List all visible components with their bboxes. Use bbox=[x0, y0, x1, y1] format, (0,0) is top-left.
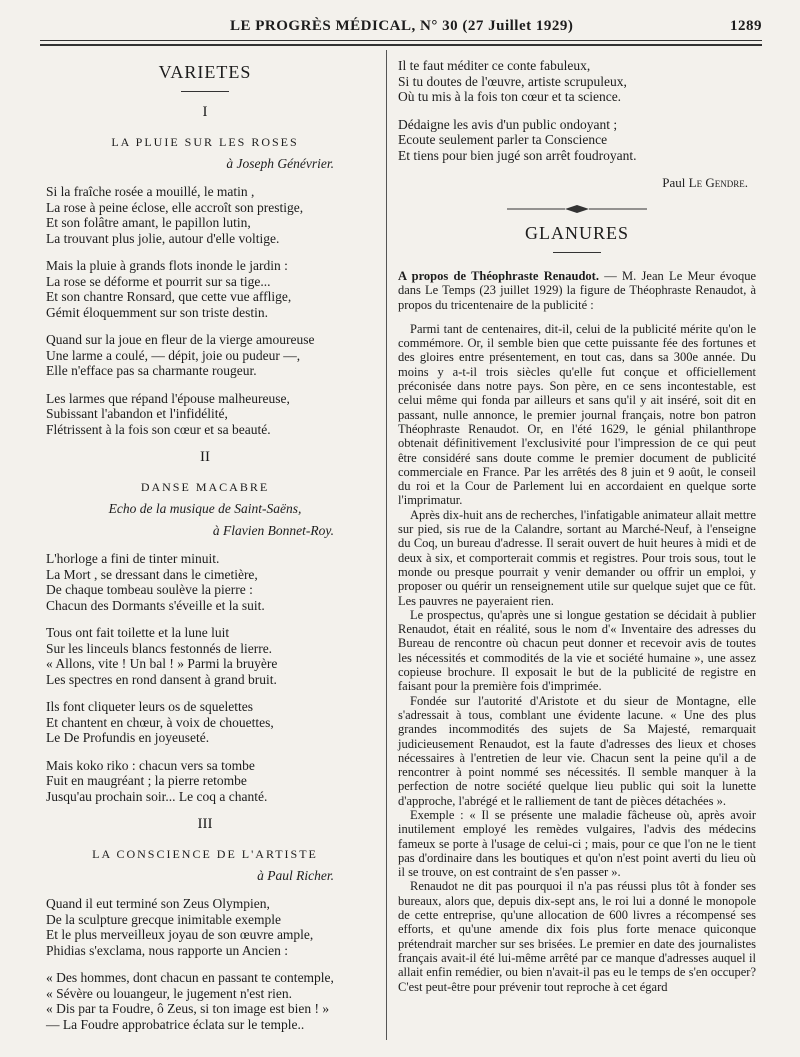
verse-line: Où tu mis à la fois ton cœur et ta science. bbox=[398, 89, 622, 104]
article-body bbox=[398, 322, 756, 994]
stanza bbox=[398, 117, 756, 164]
stanza bbox=[46, 896, 364, 958]
verse-line: Chacun des Dormants s'éveille et la suit. bbox=[46, 597, 265, 613]
title-rule bbox=[553, 252, 601, 253]
verse-line: Et le plus merveilleux joyau de son œuvre ample, bbox=[46, 927, 314, 942]
stanza bbox=[46, 332, 364, 379]
signature-first-name: Paul bbox=[662, 175, 686, 190]
verse-line: L'horloge a fini de tinter minuit. bbox=[46, 551, 220, 566]
poem-body bbox=[46, 896, 364, 1032]
journal-title: LE PROGRÈS MÉDICAL, N° 30 (27 Juillet 1929) bbox=[230, 18, 574, 34]
verse-line: La rose se déforme et pourrit sur sa tige... bbox=[46, 273, 271, 289]
verse-line: Une larme a coulé, — dépit, joie ou pudeur —, bbox=[46, 347, 301, 363]
verse-line: Il te faut méditer ce conte fabuleux, bbox=[398, 58, 591, 73]
title-rule bbox=[181, 91, 229, 92]
poem-dedication: à Flavien Bonnet-Roy. bbox=[212, 523, 334, 538]
poem-body bbox=[46, 551, 364, 804]
article-paragraph: Renaudot ne dit pas pourquoi il n'a pas réussi plus tôt à fonder ses bureaux, alors que, depuis dix-sept ans, le roi lui a donné le monopole de cette entreprise, qu'une allocation de 600 livres a récompensé ses efforts, et qu'une amende dix fois plus forte menace quiconque prétendrait marcher sur ses brisées. Le premier en date des journalistes français avait-il été lui-même arrêté par ce manque d'adresses auquel il allait enfin remédier, ou bien n'avait-il pas eu le temps de s'en occuper? C'est peut-être pour prévenir tout reproche à cet égard bbox=[398, 879, 756, 994]
verse-line: Ils font cliqueter leurs os de squelettes bbox=[46, 699, 253, 714]
stanza bbox=[46, 970, 364, 1032]
verse-line: « Sévère ou louangeur, le jugement n'est rien. bbox=[46, 985, 292, 1001]
poem-dedication: à Paul Richer. bbox=[257, 868, 334, 883]
stanza bbox=[398, 58, 756, 105]
verse-line: Elle n'efface pas sa charmante rougeur. bbox=[46, 363, 257, 378]
header-rule bbox=[40, 40, 762, 41]
verse-line: Sur les linceuls blancs festonnés de lierre. bbox=[46, 640, 273, 656]
verse-line: Le De Profundis en joyeuseté. bbox=[46, 730, 210, 745]
column-divider bbox=[386, 50, 387, 1040]
verse-line: Phidias s'exclama, nous rapporte un Ancien : bbox=[46, 942, 289, 958]
article-paragraph: Fondée sur l'autorité d'Aristote et du sieur de Montagne, elle s'adressait à tous, comblant une évidente lacune. « Une des plus grandes incommodités des sujets de Sa Majesté, remarquait judicieusement Renaudot, est la faute d'adresses des lieux et choses nécessaires à l'entretien de leur vie. Chacun sent la peine qu'il a de rencontrer à point nommé ses nécessités. Il semble manquer à la perfection de notre société quelque lieu public qui soit la lunette d'approche, l'abrégé et le ralliement de tant de pièces détachées ». bbox=[398, 693, 756, 808]
verse-line: La trouvant plus jolie, autour d'elle voltige. bbox=[46, 230, 280, 246]
signature-last-name: Le Gendre. bbox=[688, 175, 748, 190]
poem-epigraph: Echo de la musique de Saint-Saëns, bbox=[108, 501, 302, 516]
header-rule-thick bbox=[40, 44, 762, 46]
verse-line: « Des hommes, dont chacun en passant te contemple, bbox=[46, 970, 334, 985]
verse-line: « Allons, vite ! Un bal ! » Parmi la bruyère bbox=[46, 656, 278, 671]
stanza bbox=[46, 699, 364, 746]
verse-line: Tous ont fait toilette et la lune luit bbox=[46, 625, 230, 640]
ornament-divider bbox=[398, 201, 756, 211]
verse-line: Fuit en maugréant ; la pierre retombe bbox=[46, 773, 247, 788]
article-lead-text: — M. Jean Le Meur évoque dans Le Temps (23 juillet 1929) la figure de Théophraste Renaudot, à propos du tricentenaire de la publicité : bbox=[398, 269, 756, 312]
verse-line: Ecoute seulement parler ta Conscience bbox=[398, 132, 608, 147]
verse-line: Quand il eut terminé son Zeus Olympien, bbox=[46, 896, 270, 911]
stanza bbox=[46, 625, 364, 687]
verse-line: Gémit éloquemment sur son triste destin. bbox=[46, 304, 268, 320]
verse-line: Dédaigne les avis d'un public ondoyant ; bbox=[398, 116, 618, 132]
poem-title: DANSE MACABRE bbox=[140, 480, 270, 494]
verse-line: Si tu doutes de l'œuvre, artiste scrupuleux, bbox=[398, 73, 627, 89]
verse-line: Et son chantre Ronsard, que cette vue afflige, bbox=[46, 289, 292, 304]
verse-line: Mais koko riko : chacun vers sa tombe bbox=[46, 757, 255, 773]
running-header bbox=[40, 18, 762, 40]
poem-numeral: III bbox=[197, 816, 213, 832]
article-lead-title: A propos de Théophraste Renaudot. bbox=[398, 269, 599, 283]
page-number: 1289 bbox=[730, 18, 762, 34]
verse-line: Et tiens pour bien jugé son arrêt foudroyant. bbox=[398, 147, 637, 163]
right-column bbox=[398, 58, 756, 994]
poem-signature bbox=[398, 175, 748, 191]
verse-line: Subissant l'abandon et l'infidélité, bbox=[46, 406, 228, 421]
verse-line: La Mort , se dressant dans le cimetière, bbox=[46, 566, 258, 582]
verse-line: Mais la pluie à grands flots inonde le jardin : bbox=[46, 258, 288, 273]
article-lead bbox=[398, 269, 756, 312]
stanza bbox=[46, 258, 364, 320]
poem-title: LA CONSCIENCE DE L'ARTISTE bbox=[92, 847, 318, 861]
verse-line: Les spectres en rond dansent à grand bruit. bbox=[46, 671, 277, 687]
verse-line: Flétrissent à la fois son cœur et sa beauté. bbox=[46, 421, 271, 437]
poem-numeral: II bbox=[200, 449, 210, 465]
verse-line: Et chantent en chœur, à voix de chouettes, bbox=[46, 714, 274, 730]
verse-line: Les larmes que répand l'épouse malheureuse, bbox=[46, 390, 290, 406]
poem-numeral: I bbox=[202, 104, 208, 120]
verse-line: Jusqu'au prochain soir... Le coq a chanté. bbox=[46, 788, 268, 804]
article-paragraph: Parmi tant de centenaires, dit-il, celui de la publicité mérite qu'on le commémore. Or, il semble bien que cette puissante fée des fortunes et des gloires entre présentement, en tout cas, dans sa 300e année. Du moins y a-t-il trois siècles qu'elle fut conçue et officiellement préconisée dans notre pays. Son père, en ce sens incontestable, est celui même qui fonda par ailleurs et sans qu'il y ait inséré, soit dit en passant, nulle annonce, le premier journal français, notre bon patron Théophraste Renaudot. Or, en l'été 1629, le génial philanthrope obtenait définitivement l'exclusivité pour l'impression de ce qui peut être considéré sans doute comme le premier document de publicité commerciale en France. Par les arrêtés des 8 juin et 9 août, le conseil du roi et la Cour de Parlement lui en accordaient en quelque sorte l'imprimatur. bbox=[398, 321, 756, 508]
verse-line: De chaque tombeau soulève la pierre : bbox=[46, 582, 253, 597]
stanza bbox=[46, 184, 364, 246]
section-title-varietes: VARIETES bbox=[158, 62, 252, 82]
verse-line: Si la fraîche rosée a mouillé, le matin , bbox=[46, 184, 255, 199]
stanza bbox=[46, 391, 364, 438]
verse-line: Et son folâtre amant, le papillon lutin, bbox=[46, 215, 251, 230]
verse-line: Quand sur la joue en fleur de la vierge amoureuse bbox=[46, 332, 315, 347]
left-column bbox=[46, 58, 364, 1032]
verse-line: La rose à peine éclose, elle accroît son prestige, bbox=[46, 199, 304, 215]
section-title-glanures: GLANURES bbox=[524, 223, 629, 243]
poem-ending bbox=[398, 58, 756, 163]
verse-line: — La Foudre approbatrice éclata sur le temple.. bbox=[46, 1016, 305, 1032]
article-paragraph: Après dix-huit ans de recherches, l'infatigable animateur allait mettre sur pied, sis rue de la Calandre, sortant au Marché-Neuf, à l'enseigne du Coq, un bureau d'adresse. Il serait ouvert de huit heures à midi et de deux à six, et comporterait commis et registres. Pour trois sous, tout le monde ou presque pourrait y venir demander ou offrir un emploi, y proposer ou quérir un renseignement utile sur quelque sujet que ce fût. Les pauvres ne payeraient rien. bbox=[398, 507, 756, 608]
poem-body bbox=[46, 184, 364, 437]
stanza bbox=[46, 551, 364, 613]
article-paragraph: Le prospectus, qu'après une si longue gestation se décidait à publier Renaudot, était en réalité, sous le nom d'« Inventaire des adresses du Bureau de rencontre où chacun peut donner et recevoir avis de toutes les nécessités et commodités de la vie et société humaine », une assez copieuse brochure. Il exposait le but de la publicité de registre en faisant pour la première fois d'imprimée. bbox=[398, 607, 756, 694]
stanza bbox=[46, 758, 364, 805]
verse-line: « Dis par ta Foudre, ô Zeus, si ton image est bien ! » bbox=[46, 1001, 330, 1016]
article-paragraph: Exemple : « Il se présente une maladie fâcheuse où, après avoir inutilement employé les remèdes vulgaires, l'advis des médecins fameux se porte à l'usage de celui-ci ; mais, pour ce que l'on ne le tient pas d'ordinaire dans les boutiques et qu'on n'est point averti du lieu où il se trouve, on est contraint de s'en passer ». bbox=[398, 807, 756, 880]
verse-line: De la sculpture grecque inimitable exemple bbox=[46, 911, 282, 927]
poem-dedication: à Joseph Génévrier. bbox=[226, 156, 334, 171]
poem-title: LA PLUIE SUR LES ROSES bbox=[111, 135, 299, 149]
